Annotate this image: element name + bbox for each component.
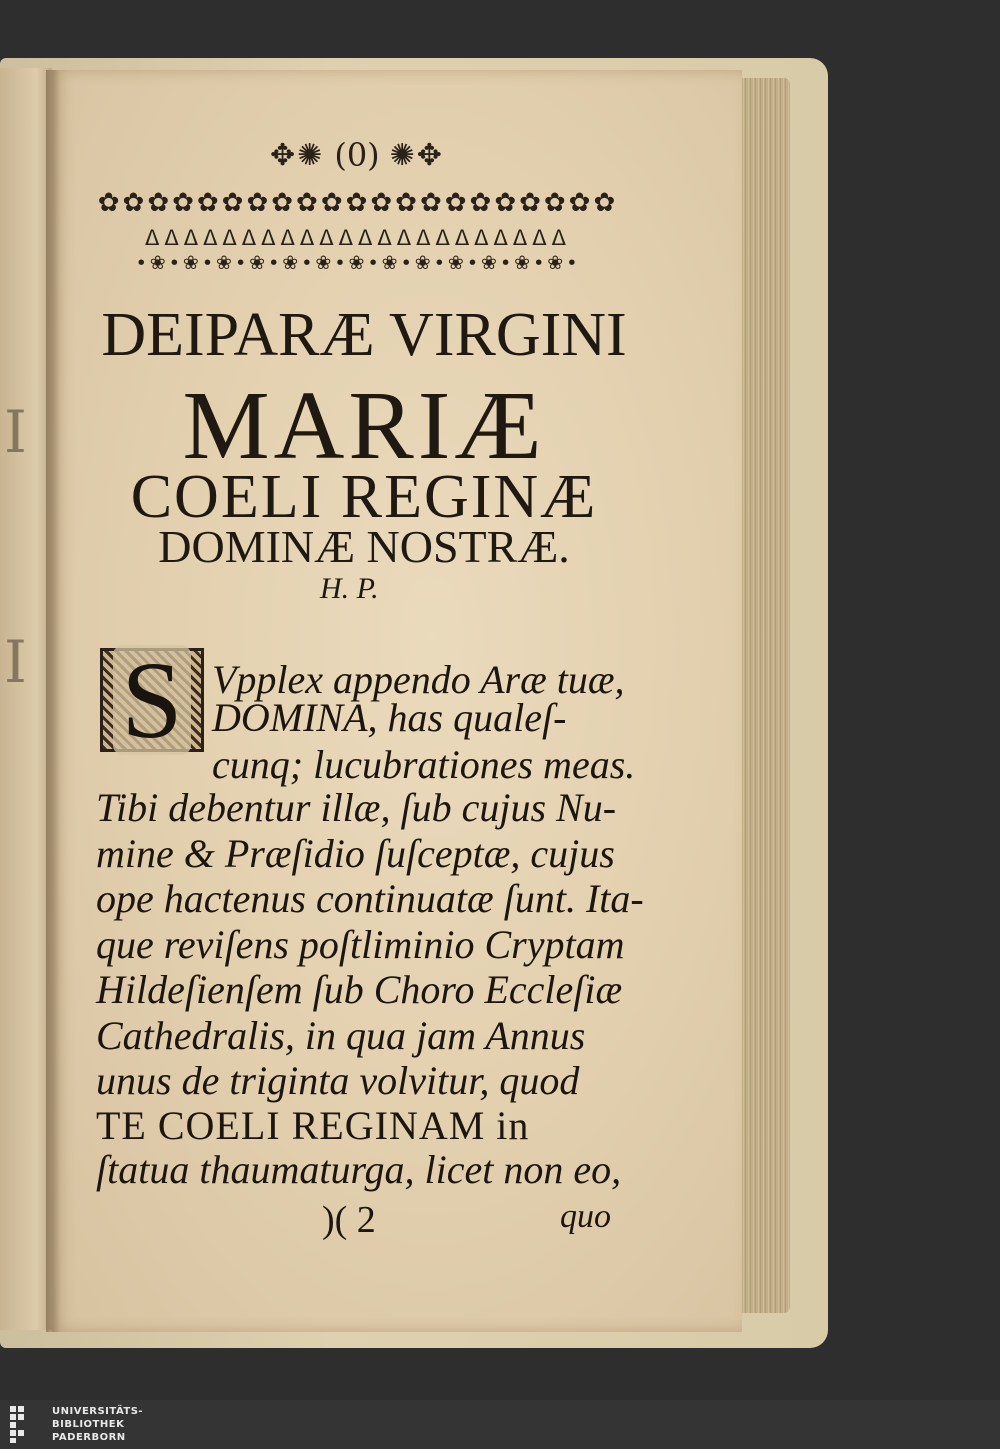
body-line: Hildeſienſem ſub Choro Eccleſiæ [96, 967, 623, 1012]
library-logo-text [52, 1405, 143, 1444]
body-line: Tibi debentur illæ, ſub cujus Nu- [96, 785, 617, 830]
body-line: DOMINA, has qualeſ- [212, 695, 567, 740]
ornamental-band-row: •❀•❀•❀•❀•❀•❀•❀•❀•❀•❀•❀•❀•❀• [135, 252, 581, 274]
dedication-initials: H. P. [320, 572, 379, 605]
ornamental-band-row: ✿✿✿✿✿✿✿✿✿✿✿✿✿✿✿✿✿✿✿✿✿ [97, 188, 619, 218]
logo-line: PADERBORN [52, 1432, 126, 1443]
body-line: mine & Præſidio ſuſceptæ, cujus [96, 831, 615, 876]
body-line: que reviſens poſtliminio Cryptam [96, 922, 625, 967]
ornamental-band-row: ᐃᐃᐃᐃᐃᐃᐃᐃᐃᐃᐃᐃᐃᐃᐃᐃᐃᐃᐃᐃᐃᐃ [144, 226, 572, 250]
logo-line: BIBLIOTHEK [52, 1419, 125, 1430]
left-page-ghost-letter: I [4, 628, 27, 696]
footer-bar [0, 1400, 1000, 1449]
logo-line: UNIVERSITÄTS- [52, 1406, 144, 1417]
page-header [222, 132, 492, 178]
header-ornament-right: ✺✥ [389, 137, 444, 173]
page-number: (0) [334, 136, 380, 174]
body-line: ope hactenus continuatæ ſunt. Ita- [96, 876, 644, 921]
title-line: DEIPARÆ VIRGINI [101, 301, 627, 369]
title-line: DOMINÆ NOSTRÆ. [158, 521, 570, 572]
catchword: quo [560, 1198, 611, 1235]
title-line: COELI REGINÆ [130, 463, 598, 531]
library-logo-icon [8, 1404, 42, 1444]
spine-shadow [46, 70, 60, 1332]
body-line: unus de triginta volvitur, quod [96, 1058, 580, 1103]
decorated-initial [100, 639, 204, 761]
body-line: cunq; lucubrationes meas. [212, 742, 636, 787]
left-page-ghost-letter: I [4, 398, 27, 466]
body-line: TE COELI REGINAM in [96, 1103, 530, 1148]
body-line: ſtatua thaumaturga, licet non eo, [96, 1147, 622, 1192]
left-page [0, 68, 52, 1330]
body-line: Cathedralis, in qua jam Annus [96, 1013, 586, 1058]
header-ornament-left: ✥✺ [270, 137, 325, 173]
drop-cap-letter: S [113, 645, 190, 755]
page-edges [742, 78, 790, 1313]
body-line: Vpplex appendo Aræ tuæ, [212, 657, 625, 702]
title-line: MARIÆ [182, 372, 546, 480]
signature-mark: )( 2 [322, 1199, 376, 1241]
